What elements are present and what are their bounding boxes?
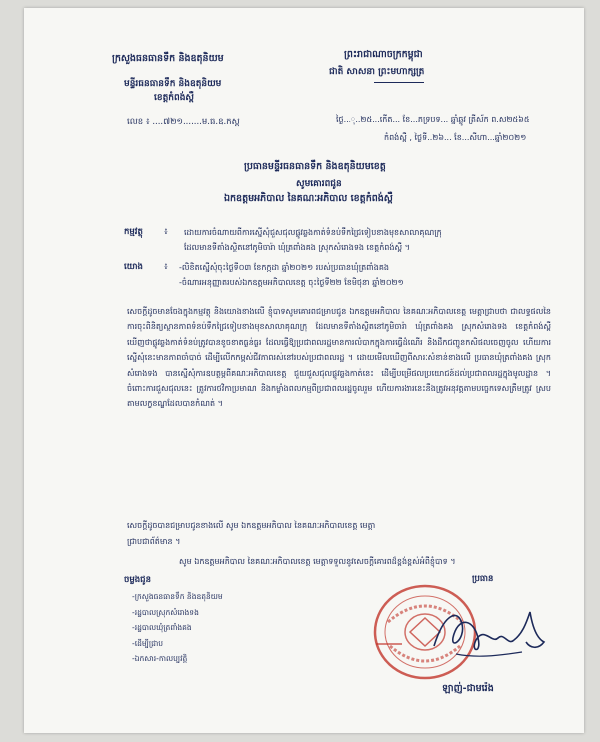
recipient-title: ឯកឧត្តមអភិបាល នៃគណៈអភិបាល ខេត្តកំពង់ស្ពឺ <box>224 193 393 204</box>
body-paragraph: សេចក្តីដូចមានចែងក្នុងកម្មវត្ថុ និងយោងខាងលើ ខ្ញុំបាទសូមគោរពជម្រាបជូន ឯកឧត្តមអភិបាល នៃគណៈអភិបាលខេត្ត មេត្តាជ្រាបថា ជាលទ្ធផលនៃការចុះពិនិត្យស្ថានភាពទំនប់ទឹកជ្រៃទៀបខាងមុខសាលាគុណក្រុ ដែលមានទីតាំងស្ថិតនៅភូមិចារ៉ា ឃុំត្រពាំងគង ស្រុកសំរោងទង ខេត្តកំពង់ស្ពឺ ឃើញថាផ្លូវឆ្លងកាត់ទំនប់ត្រូវបានខូចខាតធ្ងន់ធ្ងរ ដែលធ្វើឱ្យប្រជាពលរដ្ឋមានការលំបាកក្នុងការធ្វើដំណើរ និងដឹកជញ្ជូនកសិផលចេញចូល ហើយការស្នើសុំនេះមានភាពចាំបាច់ ដើម្បីលើកកម្ពស់ជីវភាពរស់នៅរបស់ប្រជាពលរដ្ឋ ។ ដោយមើលឃើញពីសារៈសំខាន់ខាងលើ ប្រធានឃុំត្រពាំងគង ស្រុកសំរោងទង បានស្នើសុំការឧបត្ថម្ភពីគណៈអភិបាលខេត្ត ជួយជួសជុលផ្លូវឆ្លងកាត់នេះ ដើម្បីបម្រើផលប្រយោជន៍ដល់ប្រជាពលរដ្ឋក្នុងមូលដ្ឋាន ។ ចំពោះការជួសជុលនេះ ត្រូវការថវិកាប្រមាណ និងកម្លាំងពលកម្មពីប្រជាពលរដ្ឋចូលរួម ហើយការងារនេះនឹងត្រូវអនុវត្តតាមបច្ចេកទេសត្រឹមត្រូវ ស្របតាមលក្ខខណ្ឌដែលបានកំណត់ ។ <box>127 307 551 409</box>
solar-date: កំពង់ស្ពឺ , ថ្ងៃទី..២៦... ខែ...សីហា...ឆ្នាំ២០២១ <box>384 133 527 142</box>
cc-item: -ដើម្បីជ្រាប <box>132 638 163 648</box>
reference-colon: ៖ <box>164 262 168 272</box>
closing-line-3: សូម ឯកឧត្តមអភិបាល នៃគណៈអភិបាលខេត្ត មេត្តាទទួលនូវសេចក្តីគោរពដ៏ខ្ពង់ខ្ពស់អំពីខ្ញុំបាទ ។ <box>179 557 456 566</box>
subject-colon: ៖ <box>164 227 168 237</box>
reference-number: លេខ ៖ ....៧២១.......ម.ធ.ឧ.កស្ព <box>127 117 240 127</box>
subject-line-2: ដែលមានទីតាំងស្ថិតនៅភូមិចារ៉ា ឃុំត្រពាំងគង ស្រុកសំរោងទង ខេត្តកំពង់ស្ពឺ ។ <box>184 243 410 252</box>
handwritten-signature-icon <box>426 594 556 672</box>
ministry-name: ក្រសួងធនធានទឹក និងឧតុនិយម <box>112 53 224 64</box>
signer-name: ឡាញ់-ជាមរ៉េង <box>442 683 494 694</box>
closing-line-2: ជ្រាបជាព័ត៌មាន ។ <box>127 537 181 546</box>
department-name: មន្ទីរធនធានទឹក និងឧតុនិយម <box>124 79 222 89</box>
closing-line-1: សេចក្តីដូចបានជម្រាបជូនខាងលើ សូម ឯកឧត្តមអភិបាល នៃគណៈអភិបាលខេត្ត មេត្តា <box>127 521 376 530</box>
cc-item: -រដ្ឋបាលឃុំត្រពាំងគង <box>132 623 192 632</box>
reference-line-1: -លិខិតស្នើសុំចុះថ្ងៃទី០៣ ខែកក្កដា ឆ្នាំ២០២១ របស់ប្រធានឃុំត្រពាំងគង <box>179 263 390 272</box>
cc-item: -រដ្ឋបាលស្រុកសំរោងទង <box>132 607 199 617</box>
kingdom-title: ព្រះរាជាណាចក្រកម្ពុជា <box>344 49 423 60</box>
motto-divider <box>374 82 424 83</box>
national-motto: ជាតិ សាសនា ព្រះមហាក្សត្រ <box>329 67 425 77</box>
reference-line-2: -ចំណារអនុញ្ញាតរបស់ឯកឧត្តមអភិបាលខេត្ត ចុះថ្ងៃទី២២ ខែមិថុនា ឆ្នាំ២០២១ <box>179 278 404 287</box>
lunar-date: ថ្ងៃ...ុ..២៥...កើត... ខែ...ភទ្របទ... ឆ្នាំឆ្លូវ ត្រីស័ក ព.ស២៥៦៥ <box>336 115 530 124</box>
document-page <box>24 8 584 733</box>
subject-label: កម្មវត្ថុ <box>124 227 143 237</box>
reference-label: យោង <box>124 262 143 272</box>
subject-line-1: ដោយការចំណាយពីការស្នើសុំជួសជុលផ្លូវឆ្លងកាត់ទំនប់ទឹកជ្រៃទៀបខាងមុខសាលាគុណក្រុ <box>184 228 442 237</box>
signature-title: ប្រធាន <box>472 574 494 584</box>
cc-item: -ឯកសារ-កាលប្បវត្តិ <box>132 654 188 663</box>
sender-title: ប្រធានមន្ទីរធនធានទឹក និងឧតុនិយមខេត្ត <box>244 161 386 172</box>
cc-title: ចម្លងជូន <box>124 575 151 585</box>
province-name: ខេត្តកំពង់ស្ពឺ <box>154 93 194 103</box>
cc-list <box>132 589 223 667</box>
cc-item: -ក្រសួងធនធានទឹក និងឧតុនិយម <box>132 592 223 601</box>
respect-line: សូមគោរពជូន <box>296 179 342 189</box>
